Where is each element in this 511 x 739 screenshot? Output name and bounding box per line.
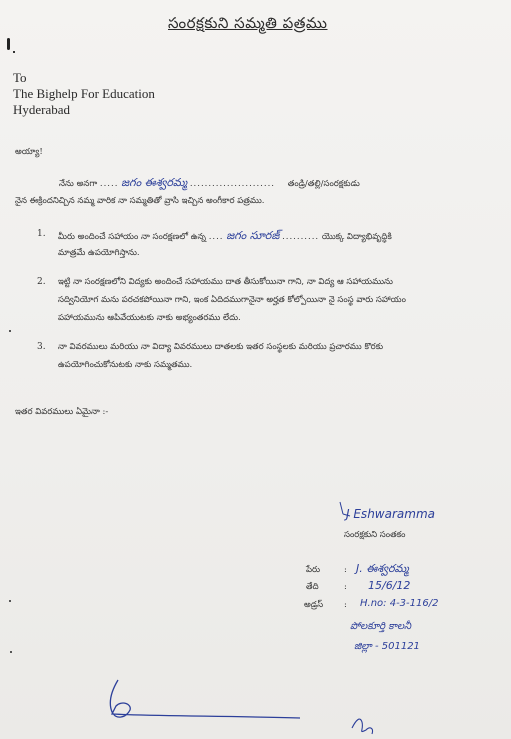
detail-value-address-line-3: జిల్లా - 501121 [354, 641, 420, 652]
signature-label: సంరక్షకుని సంతకం [344, 530, 406, 540]
intro-prefix: నేను అనగా [59, 179, 98, 189]
other-details-label: ఇతర వివరములు ఏమైనా :- [15, 407, 109, 417]
item-1-number: 1. [37, 229, 46, 239]
item-2-line-3: పహాయమును ఆపివేయుటకు నాకు అభ్యంతరము లేదు. [58, 313, 241, 323]
detail-label-address: అడ్రస్ [304, 600, 324, 610]
address-to: To [13, 70, 27, 85]
detail-sep-address: : [344, 600, 347, 610]
detail-sep-date: : [344, 582, 347, 592]
item-2-line-1: ఇట్టి నా సంరక్షణలోని విద్యకు అందించే సహాయము దాత తీసుకోయినా గాని, నా విద్య ఆ సహాయమును [58, 277, 393, 287]
item-3-number: 3. [37, 342, 46, 352]
item-3-line-2: ఉపయోగించుకోనుటకు నాకు సమ్మతము. [58, 360, 193, 370]
detail-value-address-line-1: H.no: 4-3-116/2 [360, 598, 439, 609]
intro-line-1: నేను అనగా ..... జగం ఈశ్వరమ్మ ....................... తండ్రి/తల్లి/సంరక్షకుడు [59, 176, 360, 189]
intro-line-2: నైన ఈక్రిందనిచ్చిన నమ్మ వారిక నా సమ్మతితో వ్రాసి ఇచ్చిన అంగీకార పత్రము. [15, 196, 265, 206]
guardian-name-handwritten: జగం ఈశ్వరమ్మ [121, 176, 188, 189]
address-org: The Bighelp For Education [13, 86, 155, 101]
item-3-line-1: నా వివరములు మరియు నా విద్యా వివరములు దాతలకు ఇతర సంస్థలకు మరియు ప్రచారము కొరకు [58, 342, 384, 352]
detail-value-name: J. ఈశ్వరమ్మ [356, 562, 409, 575]
detail-label-date: తేది [306, 582, 319, 592]
item-1-post: యొక్క విద్యాభివృద్ధికి [321, 232, 392, 242]
item-2-number: 2. [37, 277, 46, 287]
ward-name-handwritten: జగం సూరజ్ [226, 229, 280, 242]
intro-relation: తండ్రి/తల్లి/సంరక్షకుడు [287, 179, 360, 189]
item-1-line-2: మాత్రమే ఉపయోగిస్తాను. [58, 248, 140, 258]
detail-value-address-line-2: పోలకూర్తి కాలనీ [350, 621, 412, 632]
detail-label-name: పేరు [306, 565, 321, 575]
salutation: అయ్యా! [15, 147, 43, 157]
pen-scribble-bottom-right [352, 719, 373, 734]
item-1-pre: మీరు అందించే సహాయం నా సంరక్షణలో ఉన్న [58, 232, 206, 242]
item-2-line-2: సద్వినియోగ మను పరచకపోయినా గాని, ఇంక ఏదిదముగానైనా అర్హత కోల్పోయినా నై సంస్థ వారు సహాయం [58, 295, 406, 305]
item-1-line-1: మీరు అందించే సహాయం నా సంరక్షణలో ఉన్న .... జగం సూరజ్ .......... యొక్క విద్యాభివృద్ధికి [58, 229, 392, 242]
address-city: Hyderabad [13, 102, 71, 117]
detail-sep-name: : [344, 565, 347, 575]
detail-value-date: 15/6/12 [368, 579, 411, 592]
page-title: సంరక్షకుని సమ్మతి పత్రము [168, 14, 328, 32]
guardian-signature-handwritten: J Eshwaramma [346, 507, 435, 521]
pen-scribble-bottom-left [110, 680, 300, 718]
signature-underline [340, 502, 350, 516]
